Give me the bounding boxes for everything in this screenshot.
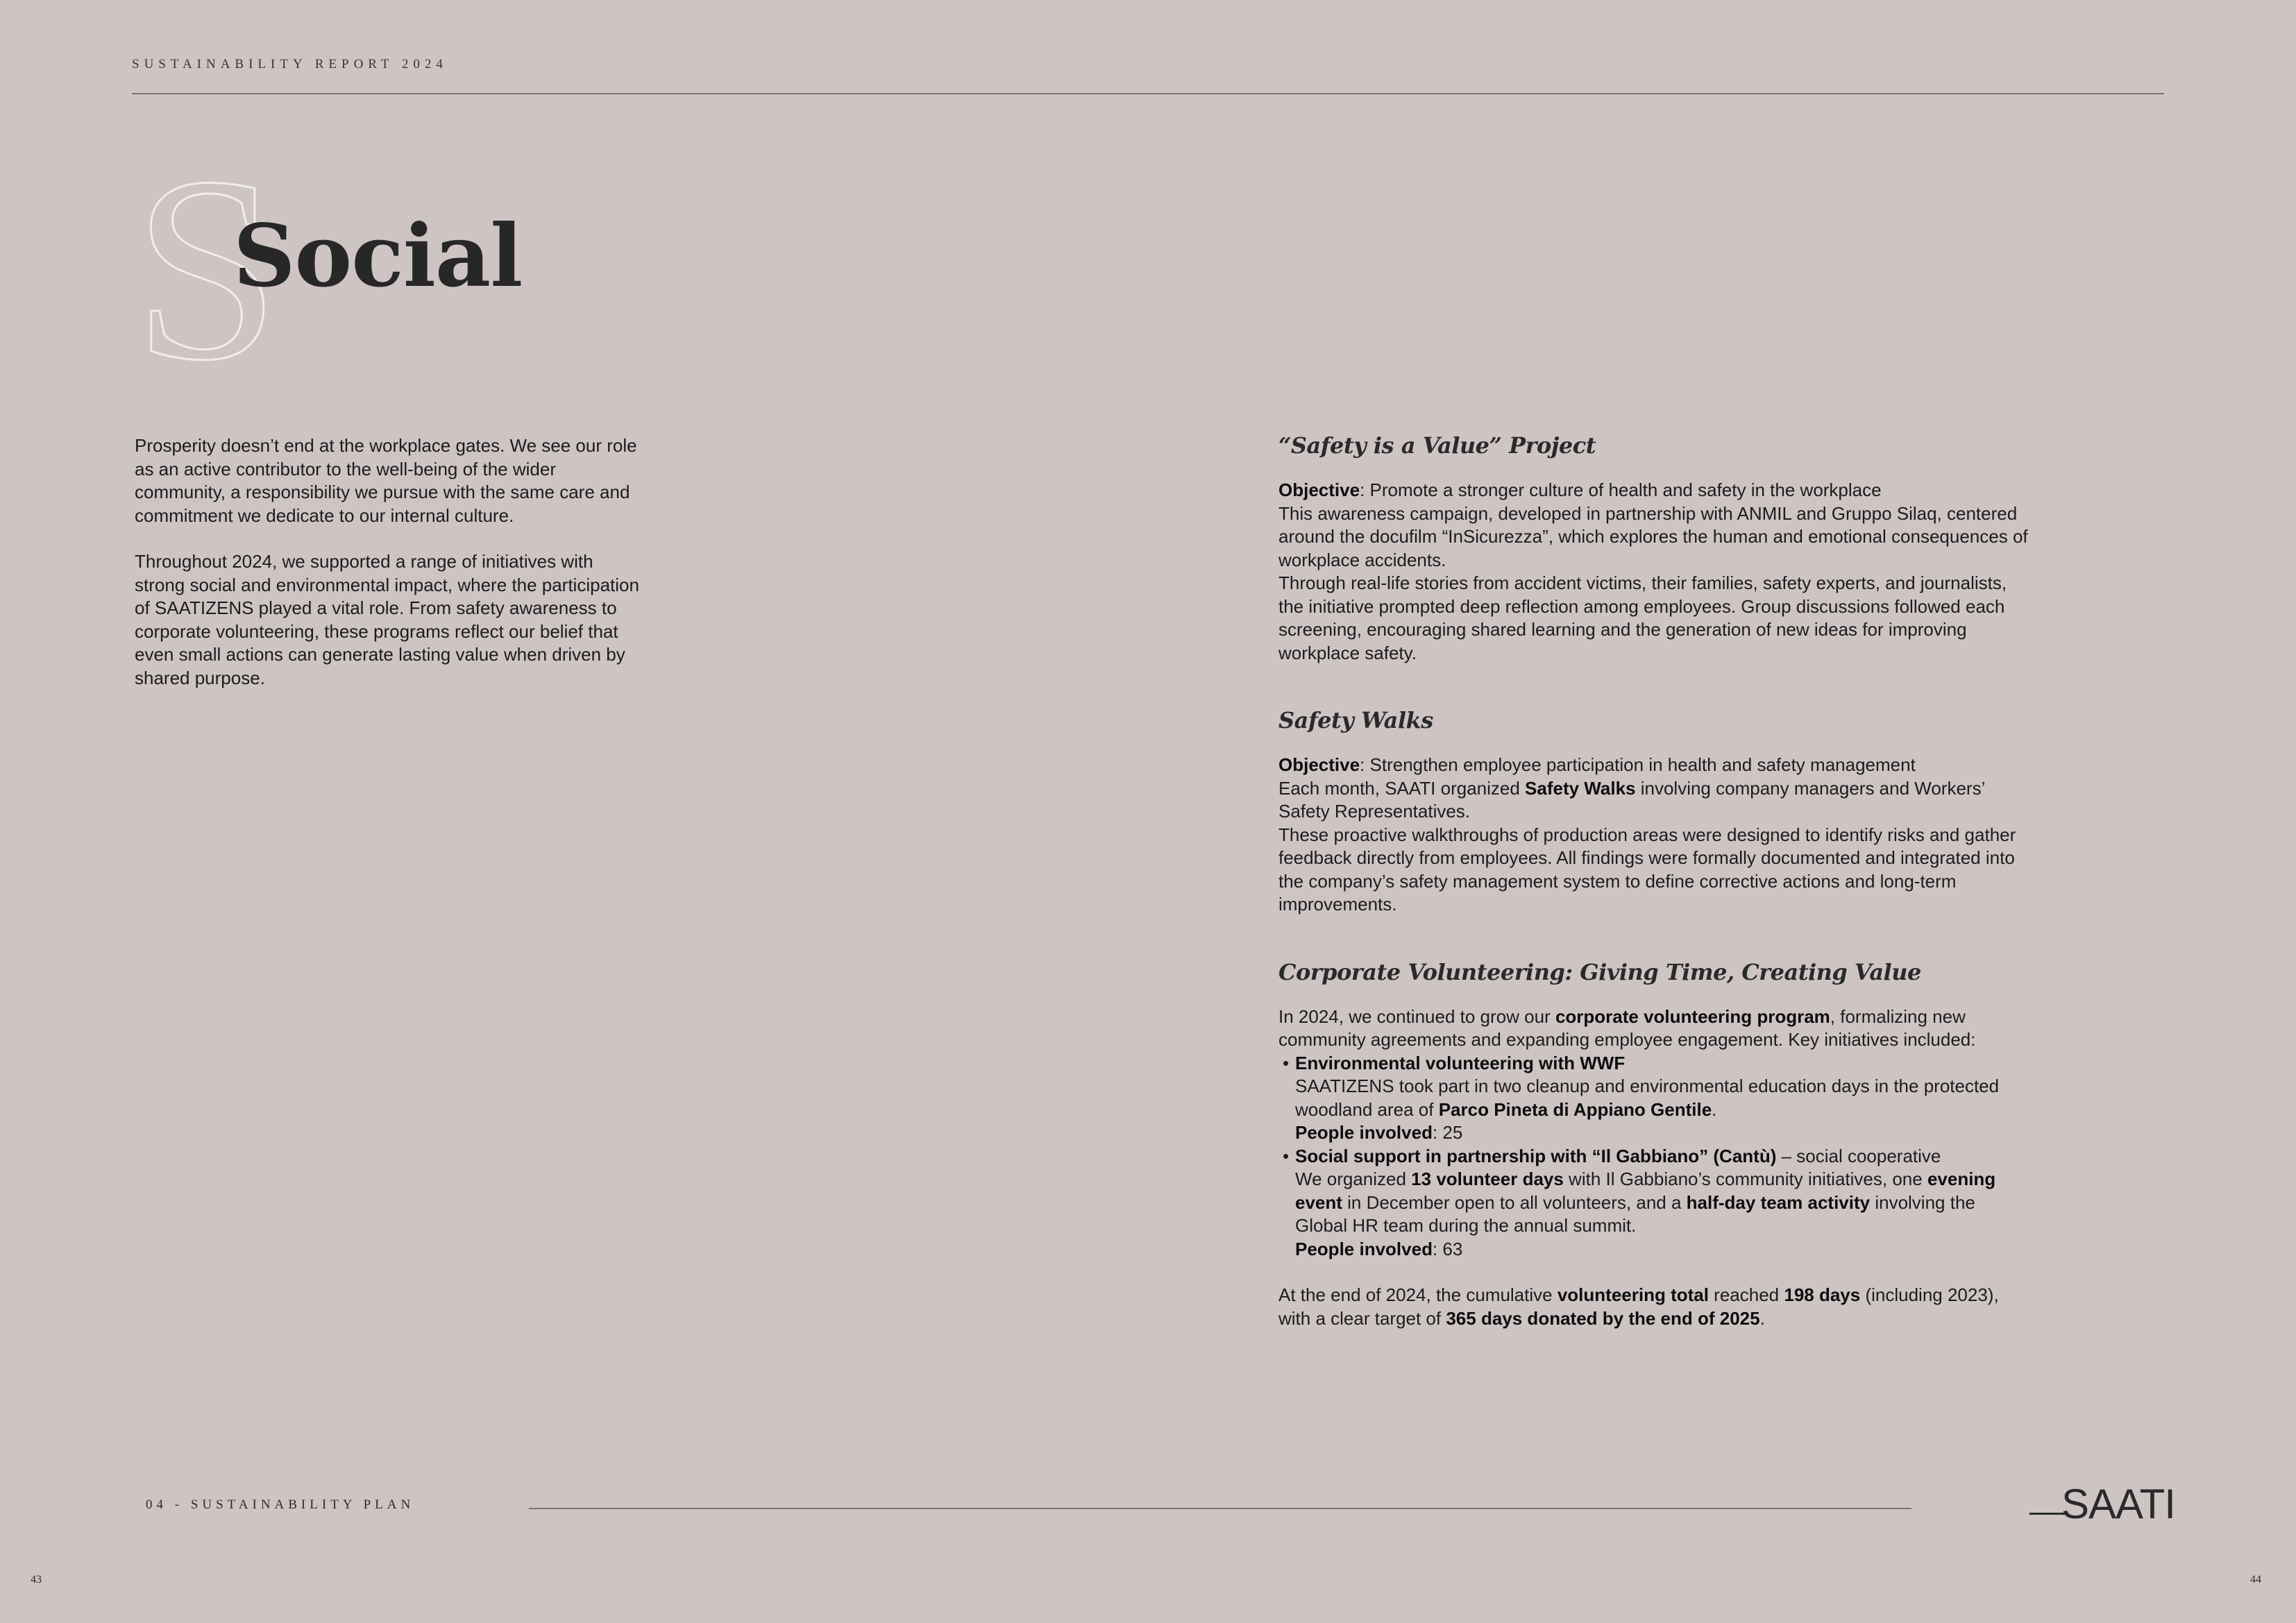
text-run: reached [1708, 1284, 1784, 1305]
text-run: – social cooperative [1776, 1145, 1941, 1166]
text-emphasis: 198 days [1784, 1284, 1861, 1305]
list-item [1278, 1052, 2028, 1145]
objective-line [1278, 479, 2028, 502]
text-run: with Il Gabbiano’s community initiatives, one [1563, 1169, 1927, 1189]
text-emphasis: 13 volunteer days [1411, 1169, 1564, 1189]
section-heading-volunteering: Corporate Volunteering: Giving Time, Creating Value [1278, 958, 1921, 985]
saati-logo [2029, 1481, 2175, 1527]
text-run: . [1759, 1307, 1765, 1329]
people-label: People involved [1295, 1122, 1433, 1143]
objective-label: Objective [1278, 479, 1360, 500]
page-title: Social [233, 206, 523, 307]
section-paragraph: Through real-life stories from accident victims, their families, safety experts, and journalists, the initiative prompted deep reflection among employees. Group discussions followed each screening, encouraging shared learning and the generation of new ideas for improving workplace safety. [1278, 572, 2007, 663]
text-emphasis: half-day team activity [1686, 1191, 1871, 1213]
safety-value-section [1278, 432, 2028, 665]
text-emphasis: corporate volunteering program [1555, 1005, 1830, 1027]
text-run: involving company managers and Workers’ Safety Representatives. [1278, 777, 1985, 822]
intro-paragraph-2: Throughout 2024, we supported a range of initiatives with strong social and environmental impact, where the participation of SAATIZENS played a vital role. From safety awareness to corporate volunteering, these programs reflect our belief that even small actions can generate lasting value when driven by shared purpose. [135, 551, 639, 688]
text-run: Each month, SAATI organized [1278, 777, 1526, 799]
closing-paragraph [1278, 1284, 2028, 1330]
initiatives-list [1278, 1052, 2028, 1261]
volunteering-section [1278, 958, 2028, 1331]
people-value: : 25 [1432, 1122, 1463, 1143]
decorative-initial: S [133, 123, 280, 415]
safety-walks-section [1278, 706, 2028, 917]
list-item-title: Social support in partnership with “Il Gabbiano” (Cantù) [1295, 1145, 1777, 1166]
text-run: In 2024, we continued to grow our [1278, 1005, 1555, 1027]
intro-paragraph-1: Prosperity doesn’t end at the workplace gates. We see our role as an active contributor to the well-being of the wider community, a responsibility we pursue with the same care and commitment we dedicate to our internal culture. [135, 435, 637, 526]
page-number-left: 43 [31, 1574, 42, 1586]
list-item-title: Environmental volunteering with WWF [1295, 1052, 1626, 1073]
running-header: SUSTAINABILITY REPORT 2024 [132, 57, 448, 71]
header-divider [132, 93, 2164, 94]
section-paragraph: This awareness campaign, developed in partnership with ANMIL and Gruppo Silaq, centered around the docufilm “InSicurezza”, which explores the human and emotional consequences of workplace accidents. [1278, 502, 2028, 570]
text-run: , formalizing new community agreements and expanding employee engagement. Key initiatives included: [1278, 1005, 1976, 1050]
objective-text: : Strengthen employee participation in health and safety management [1360, 754, 1916, 775]
objective-line [1278, 754, 2028, 777]
text-emphasis: evening event [1295, 1169, 1996, 1213]
list-item [1278, 1145, 2028, 1261]
text-run: involving the Global HR team during the annual summit. [1295, 1191, 1975, 1236]
section-heading-safety-walks: Safety Walks [1278, 707, 1433, 733]
intro-text [135, 434, 641, 713]
content-column [1278, 432, 2028, 1372]
footer-section-label: 04 - SUSTAINABILITY PLAN [146, 1497, 415, 1512]
text-emphasis: volunteering total [1557, 1284, 1709, 1305]
text-run: At the end of 2024, the cumulative [1278, 1284, 1558, 1305]
people-label: People involved [1295, 1238, 1433, 1259]
objective-label: Objective [1278, 754, 1360, 775]
text-run: (including 2023), with a clear target of [1278, 1284, 1999, 1329]
text-run: SAATIZENS took part in two cleanup and environmental education days in the protected woodland area of [1295, 1076, 2000, 1120]
text-emphasis: Parco Pineta di Appiano Gentile [1438, 1098, 1712, 1120]
footer-divider [529, 1508, 1911, 1509]
spacer [1278, 1261, 2028, 1284]
objective-text: : Promote a stronger culture of health and safety in the workplace [1360, 479, 1882, 500]
text-run: We organized [1295, 1169, 1412, 1189]
section-heading-safety-value: “Safety is a Value” Project [1278, 432, 1596, 459]
section-paragraph [1278, 777, 2028, 824]
section-paragraph [1278, 1005, 2028, 1052]
text-run: . [1712, 1098, 1717, 1120]
text-run: in December open to all volunteers, and a [1342, 1191, 1687, 1213]
people-value: : 63 [1432, 1238, 1463, 1259]
page-number-right: 44 [2250, 1574, 2261, 1586]
text-emphasis: 365 days donated by the end of 2025 [1446, 1307, 1760, 1329]
section-paragraph: These proactive walkthroughs of production areas were designed to identify risks and gather feedback directly from employees. All findings were formally documented and integrated into the company’s safety management system to define corrective actions and long-term improvements. [1278, 824, 2016, 915]
text-emphasis: Safety Walks [1525, 777, 1636, 799]
logo-wordmark: SAATI [2061, 1481, 2175, 1527]
